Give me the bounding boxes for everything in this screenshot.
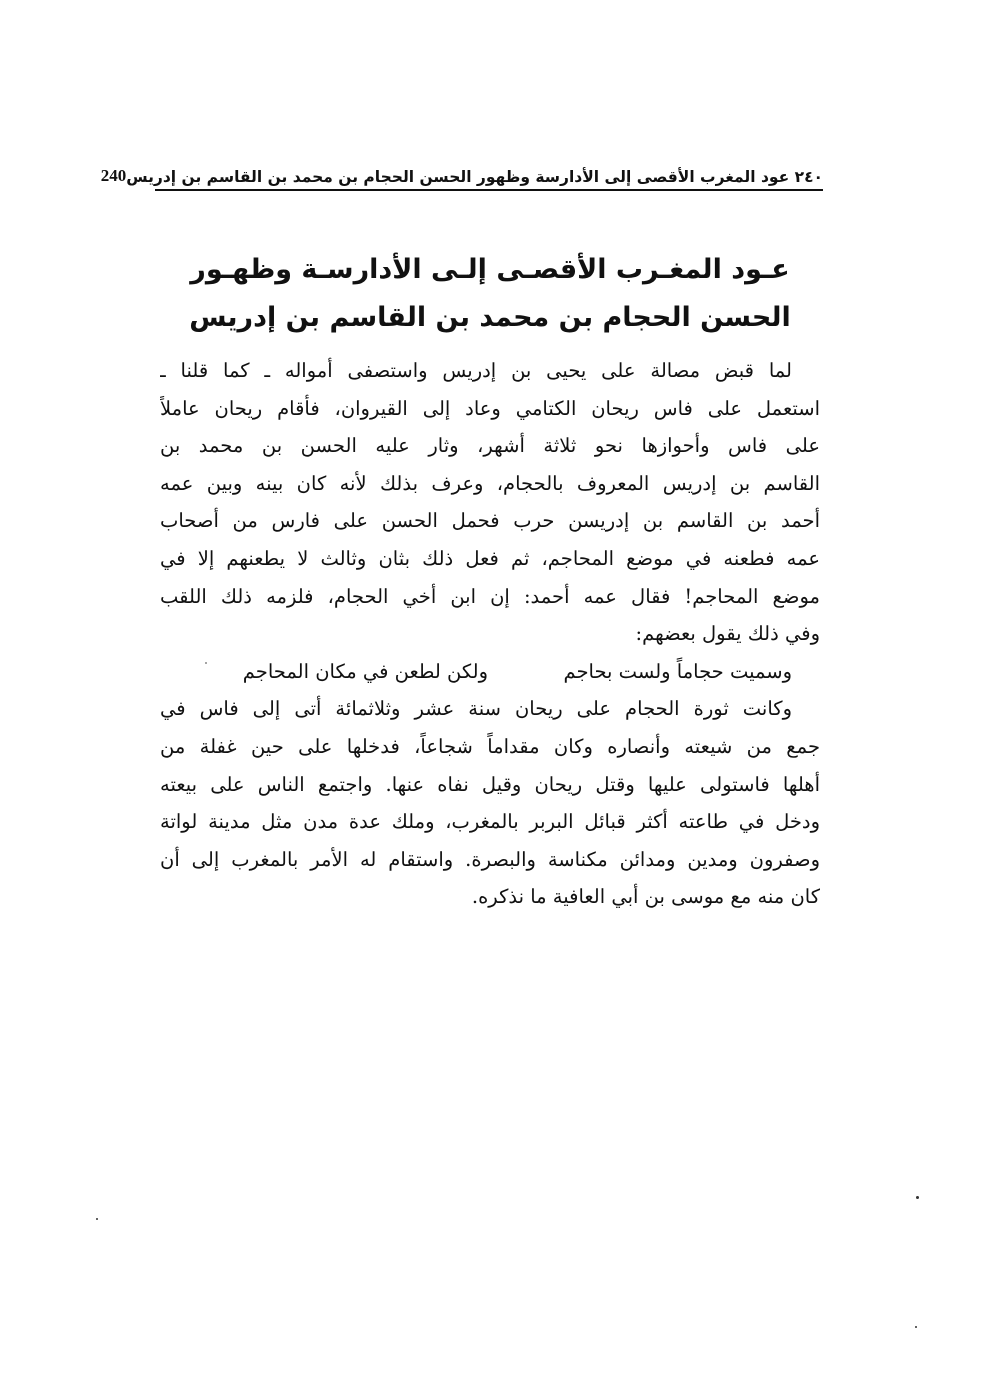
scan-speck	[915, 1326, 917, 1328]
header-rule	[155, 189, 823, 191]
scan-speck	[205, 662, 207, 664]
text-line: جمع من شيعته وأنصاره وكان مقداماً شجاعاً، فدخلها على حين غفلة من	[160, 734, 820, 758]
text-line: كان منه مع موسى بن أبي العافية ما نذكره.	[471, 885, 820, 909]
scan-speck	[916, 1196, 919, 1199]
text-line: عمه فطعنه في موضع المحاجم، ثم فعل ذلك بثان وثالث لا يطعنهم إلا في	[160, 546, 820, 570]
text-line: لما قبض مصالة على يحيى بن إدريس واستصفى أمواله ـ كما قلنا ـ	[160, 359, 792, 382]
running-header	[100, 156, 823, 186]
chapter-title-line-1: عـود المغـرب الأقصـى إلـى الأدارسـة وظهـور	[190, 254, 790, 285]
text-line: استعمل على فاس ريحان الكتامي وعاد إلى القيروان، فأقام ريحان عاملاً	[160, 396, 820, 420]
verse-first-hemistich: وسميت حجاماً ولست بحاجم	[563, 659, 792, 683]
verse-second-hemistich: ولكن لطعن في مكان المحاجم	[242, 659, 488, 683]
text-line: ودخل في طاعته أكثر قبائل البربر بالمغرب، وملك عدة مدن مثل مدينة لواتة	[160, 810, 820, 834]
text-line: أحمد بن القاسم بن إدريسن حرب فحمل الحسن على فارس من أصحاب	[160, 509, 820, 533]
text-line: وكانت ثورة الحجام على ريحان سنة عشر وثلاثمائة أتى إلى فاس في	[160, 697, 792, 721]
text-line: القاسم بن إدريس المعروف بالحجام، وعرف بذلك لأنه كان بينه وبين عمه	[160, 471, 820, 495]
text-line: وفي ذلك يقول بعضهم:	[635, 622, 820, 646]
chapter-title-line-2: الحسن الحجام بن محمد بن القاسم بن إدريس	[189, 302, 791, 333]
text-line: على فاس وأحوازها نحو ثلاثة أشهر، وثار عليه الحسن بن محمد بن	[160, 434, 820, 458]
body-text	[160, 352, 820, 916]
page-number: 240	[100, 166, 127, 185]
chapter-title	[180, 246, 800, 342]
text-line: أهلها فاستولى عليها وقتل ريحان وقيل نفاه عنها. واجتمع الناس على بيعته	[160, 772, 820, 796]
poem-verse	[160, 653, 820, 691]
running-header-title: ٢٤٠ عود المغرب الأقصى إلى الأدارسة وظهور الحسن الحجام بن محمد بن القاسم بن إدريس	[126, 168, 823, 186]
text-line: وصفرون ومدين ومدائن مكناسة والبصرة. واستقام له الأمر بالمغرب إلى أن	[160, 847, 820, 871]
text-line: موضع المحاجم! فقال عمه أحمد: إن ابن أخي الحجام، فلزمه ذلك اللقب	[160, 584, 820, 608]
scan-speck	[96, 1218, 98, 1220]
